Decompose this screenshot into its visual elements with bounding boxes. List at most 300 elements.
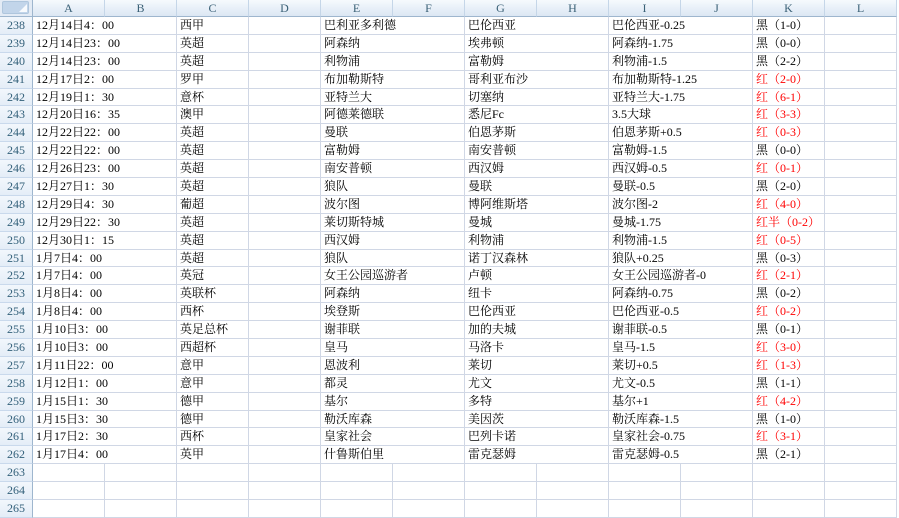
cell-date[interactable]: 1月17日2：30	[33, 428, 177, 446]
cell-empty-d[interactable]	[249, 232, 321, 250]
cell-result[interactable]: 黑（1-1）	[753, 375, 825, 393]
cell-empty-l[interactable]	[825, 214, 897, 232]
cell-home-team[interactable]: 皇马	[321, 339, 465, 357]
cell-date[interactable]: 12月29日22：30	[33, 214, 177, 232]
cell-result[interactable]: 黑（2-1）	[753, 446, 825, 464]
cell-empty[interactable]	[177, 500, 249, 518]
cell-away-team[interactable]: 巴伦西亚	[465, 303, 609, 321]
cell-date[interactable]: 12月22日22：00	[33, 142, 177, 160]
cell-away-team[interactable]: 纽卡	[465, 285, 609, 303]
cell-home-team[interactable]: 富勒姆	[321, 142, 465, 160]
cell-result[interactable]: 红（0-5）	[753, 232, 825, 250]
table-row	[0, 214, 899, 232]
cell-date[interactable]: 1月15日3：30	[33, 411, 177, 429]
cell-away-team[interactable]: 莱切	[465, 357, 609, 375]
cell-empty-d[interactable]	[249, 375, 321, 393]
cell-result[interactable]: 红（3-3）	[753, 106, 825, 124]
row-header[interactable]: 239	[0, 35, 33, 53]
cell-empty[interactable]	[33, 464, 105, 482]
cell-away-team[interactable]: 马洛卡	[465, 339, 609, 357]
cell-league[interactable]: 英超	[177, 35, 249, 53]
cell-date[interactable]: 12月14日4：00	[33, 17, 177, 35]
cell-empty[interactable]	[465, 464, 537, 482]
cell-empty-l[interactable]	[825, 106, 897, 124]
cell-home-team[interactable]: 女王公园巡游者	[321, 267, 465, 285]
cell-empty-d[interactable]	[249, 267, 321, 285]
cell-handicap-line[interactable]: 狼队+0.25	[609, 250, 753, 268]
cell-away-team[interactable]: 切塞纳	[465, 89, 609, 107]
cell-empty-l[interactable]	[825, 339, 897, 357]
cell-empty-d[interactable]	[249, 106, 321, 124]
cell-empty-d[interactable]	[249, 428, 321, 446]
cell-empty-l[interactable]	[825, 71, 897, 89]
cell-empty[interactable]	[249, 482, 321, 500]
cell-away-team[interactable]: 利物浦	[465, 232, 609, 250]
row-header[interactable]: 244	[0, 124, 33, 142]
column-header-c[interactable]: C	[177, 0, 249, 17]
row-header[interactable]: 263	[0, 464, 33, 482]
cell-league[interactable]: 英联杯	[177, 285, 249, 303]
column-header-a[interactable]: A	[33, 0, 105, 17]
row-header[interactable]: 245	[0, 142, 33, 160]
cell-date[interactable]: 12月14日23：00	[33, 53, 177, 71]
cell-empty-d[interactable]	[249, 446, 321, 464]
cell-home-team[interactable]: 狼队	[321, 250, 465, 268]
cell-date[interactable]: 12月19日1：30	[33, 89, 177, 107]
cell-home-team[interactable]: 皇家社会	[321, 428, 465, 446]
cell-league[interactable]: 澳甲	[177, 106, 249, 124]
cell-date[interactable]: 1月10日3：00	[33, 339, 177, 357]
cell-league[interactable]: 西超杯	[177, 339, 249, 357]
table-row	[0, 285, 899, 303]
cell-result[interactable]: 红（1-3）	[753, 357, 825, 375]
select-all-corner[interactable]	[0, 0, 33, 17]
cell-home-team[interactable]: 布加勒斯特	[321, 71, 465, 89]
cell-result[interactable]: 黑（1-0）	[753, 411, 825, 429]
cell-empty[interactable]	[537, 464, 609, 482]
column-header-f[interactable]: F	[393, 0, 465, 17]
cell-handicap-line[interactable]: 阿森纳-0.75	[609, 285, 753, 303]
row-header[interactable]: 238	[0, 17, 33, 35]
cell-home-team[interactable]: 亚特兰大	[321, 89, 465, 107]
cell-empty-l[interactable]	[825, 411, 897, 429]
cell-empty[interactable]	[33, 482, 105, 500]
column-header-j[interactable]: J	[681, 0, 753, 17]
cell-empty-l[interactable]	[825, 124, 897, 142]
cell-empty-l[interactable]	[825, 160, 897, 178]
cell-empty-d[interactable]	[249, 124, 321, 142]
cell-league[interactable]: 西杯	[177, 303, 249, 321]
cell-empty-l[interactable]	[825, 375, 897, 393]
cell-result[interactable]: 黑（1-0）	[753, 17, 825, 35]
cell-away-team[interactable]: 诺丁汉森林	[465, 250, 609, 268]
cell-empty-d[interactable]	[249, 35, 321, 53]
cell-handicap-line[interactable]: 伯恩茅斯+0.5	[609, 124, 753, 142]
table-row	[0, 89, 899, 107]
cell-empty-d[interactable]	[249, 303, 321, 321]
cell-empty-l[interactable]	[825, 178, 897, 196]
cell-date[interactable]: 1月7日4：00	[33, 250, 177, 268]
cell-date[interactable]: 1月17日4：00	[33, 446, 177, 464]
row-header[interactable]: 243	[0, 106, 33, 124]
cell-empty[interactable]	[465, 482, 537, 500]
cell-empty-d[interactable]	[249, 89, 321, 107]
cell-empty[interactable]	[177, 482, 249, 500]
table-row	[0, 232, 899, 250]
cell-empty[interactable]	[825, 482, 897, 500]
cell-date[interactable]: 1月12日1：00	[33, 375, 177, 393]
cell-empty-l[interactable]	[825, 321, 897, 339]
cell-empty-d[interactable]	[249, 196, 321, 214]
cell-empty-d[interactable]	[249, 357, 321, 375]
cell-away-team[interactable]: 多特	[465, 393, 609, 411]
cell-date[interactable]: 12月27日1：30	[33, 178, 177, 196]
cell-league[interactable]: 英超	[177, 250, 249, 268]
cell-result[interactable]: 红（3-1）	[753, 428, 825, 446]
cell-result[interactable]: 黑（0-0）	[753, 142, 825, 160]
cell-result[interactable]: 红（4-2）	[753, 393, 825, 411]
row-header[interactable]: 250	[0, 232, 33, 250]
cell-date[interactable]: 1月10日3：00	[33, 321, 177, 339]
cell-handicap-line[interactable]: 雷克瑟姆-0.5	[609, 446, 753, 464]
cell-handicap-line[interactable]: 阿森纳-1.75	[609, 35, 753, 53]
cell-away-team[interactable]: 巴列卡诺	[465, 428, 609, 446]
cell-result[interactable]: 黑（0-2）	[753, 285, 825, 303]
cell-empty[interactable]	[753, 464, 825, 482]
cell-handicap-line[interactable]: 亚特兰大-1.75	[609, 89, 753, 107]
cell-away-team[interactable]: 埃弗顿	[465, 35, 609, 53]
cell-empty[interactable]	[393, 482, 465, 500]
cell-league[interactable]: 英超	[177, 142, 249, 160]
cell-date[interactable]: 1月7日4：00	[33, 267, 177, 285]
cell-away-team[interactable]: 美因茨	[465, 411, 609, 429]
cell-date[interactable]: 1月15日1：30	[33, 393, 177, 411]
cell-empty-d[interactable]	[249, 339, 321, 357]
cell-league[interactable]: 英足总杯	[177, 321, 249, 339]
cell-home-team[interactable]: 阿森纳	[321, 285, 465, 303]
cell-league[interactable]: 意甲	[177, 357, 249, 375]
cell-empty[interactable]	[825, 464, 897, 482]
cell-date[interactable]: 12月20日16：35	[33, 106, 177, 124]
table-row	[0, 106, 899, 124]
cell-result[interactable]: 红（3-0）	[753, 339, 825, 357]
row-header[interactable]: 249	[0, 214, 33, 232]
cell-away-team[interactable]: 加的夫城	[465, 321, 609, 339]
column-header-row	[0, 0, 899, 17]
cell-result[interactable]: 红（2-0）	[753, 71, 825, 89]
cell-empty[interactable]	[393, 464, 465, 482]
cell-result[interactable]: 红（2-1）	[753, 267, 825, 285]
row-header[interactable]: 246	[0, 160, 33, 178]
table-row	[0, 17, 899, 35]
cell-empty[interactable]	[753, 500, 825, 518]
cell-result[interactable]: 黑（0-3）	[753, 250, 825, 268]
cell-empty-l[interactable]	[825, 232, 897, 250]
cell-handicap-line[interactable]: 尤文-0.5	[609, 375, 753, 393]
column-header-l[interactable]: L	[825, 0, 897, 17]
cell-empty-d[interactable]	[249, 321, 321, 339]
cell-date[interactable]: 12月17日2：00	[33, 71, 177, 89]
cell-away-team[interactable]: 伯恩茅斯	[465, 124, 609, 142]
cell-empty-l[interactable]	[825, 393, 897, 411]
cell-empty[interactable]	[537, 482, 609, 500]
select-all-triangle-icon	[19, 4, 27, 12]
cell-home-team[interactable]: 什鲁斯伯里	[321, 446, 465, 464]
cell-home-team[interactable]: 利物浦	[321, 53, 465, 71]
cell-empty-d[interactable]	[249, 393, 321, 411]
cell-home-team[interactable]: 阿森纳	[321, 35, 465, 53]
row-header[interactable]: 265	[0, 500, 33, 518]
cell-empty[interactable]	[609, 464, 681, 482]
row-header[interactable]: 248	[0, 196, 33, 214]
table-row	[0, 53, 899, 71]
cell-away-team[interactable]: 悉尼Fc	[465, 106, 609, 124]
cell-handicap-line[interactable]: 富勒姆-1.5	[609, 142, 753, 160]
cell-date[interactable]: 1月8日4：00	[33, 303, 177, 321]
cell-away-team[interactable]: 尤文	[465, 375, 609, 393]
cell-handicap-line[interactable]: 西汉姆-0.5	[609, 160, 753, 178]
cell-empty[interactable]	[321, 464, 393, 482]
cell-handicap-line[interactable]: 布加勒斯特-1.25	[609, 71, 753, 89]
cell-date[interactable]: 12月22日22：00	[33, 124, 177, 142]
row-header[interactable]: 253	[0, 285, 33, 303]
cell-league[interactable]: 英超	[177, 214, 249, 232]
cell-league[interactable]: 德甲	[177, 393, 249, 411]
cell-home-team[interactable]: 巴利亚多利德	[321, 17, 465, 35]
cell-empty[interactable]	[537, 500, 609, 518]
cell-date[interactable]: 1月11日22：00	[33, 357, 177, 375]
cell-league[interactable]: 英超	[177, 178, 249, 196]
cell-empty-l[interactable]	[825, 250, 897, 268]
cell-empty-d[interactable]	[249, 71, 321, 89]
table-row	[0, 267, 899, 285]
cell-empty[interactable]	[609, 500, 681, 518]
cell-league[interactable]: 意杯	[177, 89, 249, 107]
table-row-empty	[0, 464, 899, 482]
cell-empty-l[interactable]	[825, 267, 897, 285]
row-header[interactable]: 262	[0, 446, 33, 464]
cell-empty[interactable]	[105, 464, 177, 482]
cell-empty-d[interactable]	[249, 53, 321, 71]
row-header[interactable]: 255	[0, 321, 33, 339]
column-header-h[interactable]: H	[537, 0, 609, 17]
cell-empty[interactable]	[753, 482, 825, 500]
cell-league[interactable]: 西甲	[177, 17, 249, 35]
table-row	[0, 178, 899, 196]
cell-handicap-line[interactable]: 莱切+0.5	[609, 357, 753, 375]
cell-empty[interactable]	[105, 500, 177, 518]
row-header[interactable]: 257	[0, 357, 33, 375]
row-header[interactable]: 241	[0, 71, 33, 89]
table-row-empty	[0, 482, 899, 500]
table-row	[0, 303, 899, 321]
row-header[interactable]: 264	[0, 482, 33, 500]
row-header[interactable]: 251	[0, 250, 33, 268]
cell-away-team[interactable]: 曼联	[465, 178, 609, 196]
cell-result[interactable]: 红（0-3）	[753, 124, 825, 142]
cell-away-team[interactable]: 南安普顿	[465, 142, 609, 160]
row-header[interactable]: 260	[0, 411, 33, 429]
cell-handicap-line[interactable]: 利物浦-1.5	[609, 232, 753, 250]
column-header-d[interactable]: D	[249, 0, 321, 17]
cell-empty-l[interactable]	[825, 17, 897, 35]
cell-away-team[interactable]: 雷克瑟姆	[465, 446, 609, 464]
cell-league[interactable]: 英冠	[177, 267, 249, 285]
row-header[interactable]: 261	[0, 428, 33, 446]
cell-result[interactable]: 黑（0-0）	[753, 35, 825, 53]
cell-handicap-line[interactable]: 基尔+1	[609, 393, 753, 411]
cell-handicap-line[interactable]: 巴伦西亚-0.5	[609, 303, 753, 321]
column-header-k[interactable]: K	[753, 0, 825, 17]
cell-handicap-line[interactable]: 波尔图-2	[609, 196, 753, 214]
cell-handicap-line[interactable]: 曼城-1.75	[609, 214, 753, 232]
cell-date[interactable]: 12月29日4：30	[33, 196, 177, 214]
cell-empty[interactable]	[249, 500, 321, 518]
cell-home-team[interactable]: 波尔图	[321, 196, 465, 214]
cell-league[interactable]: 西杯	[177, 428, 249, 446]
cell-empty-l[interactable]	[825, 428, 897, 446]
cell-empty[interactable]	[33, 500, 105, 518]
cell-away-team[interactable]: 哥利亚布沙	[465, 71, 609, 89]
row-header[interactable]: 258	[0, 375, 33, 393]
cell-empty[interactable]	[177, 464, 249, 482]
cell-handicap-line[interactable]: 3.5大球	[609, 106, 753, 124]
cell-empty-d[interactable]	[249, 160, 321, 178]
table-row	[0, 250, 899, 268]
cell-handicap-line[interactable]: 皇马-1.5	[609, 339, 753, 357]
select-all-button[interactable]	[2, 1, 29, 14]
cell-result[interactable]: 黑（2-0）	[753, 178, 825, 196]
cell-handicap-line[interactable]: 女王公园巡游者-0	[609, 267, 753, 285]
cell-empty[interactable]	[465, 500, 537, 518]
cell-away-team[interactable]: 巴伦西亚	[465, 17, 609, 35]
cell-empty-l[interactable]	[825, 89, 897, 107]
cell-league[interactable]: 英甲	[177, 446, 249, 464]
cell-league[interactable]: 葡超	[177, 196, 249, 214]
cell-handicap-line[interactable]: 谢菲联-0.5	[609, 321, 753, 339]
cell-home-team[interactable]: 恩波利	[321, 357, 465, 375]
cell-empty[interactable]	[681, 482, 753, 500]
cell-empty[interactable]	[825, 500, 897, 518]
cell-league[interactable]: 罗甲	[177, 71, 249, 89]
cell-empty-l[interactable]	[825, 53, 897, 71]
cell-empty-l[interactable]	[825, 196, 897, 214]
cell-league[interactable]: 英超	[177, 160, 249, 178]
cell-empty[interactable]	[321, 482, 393, 500]
cell-empty-l[interactable]	[825, 357, 897, 375]
table-row	[0, 142, 899, 160]
cell-empty-l[interactable]	[825, 446, 897, 464]
cell-date[interactable]: 12月26日23：00	[33, 160, 177, 178]
cell-league[interactable]: 意甲	[177, 375, 249, 393]
table-row	[0, 321, 899, 339]
cell-empty-d[interactable]	[249, 214, 321, 232]
cell-home-team[interactable]: 曼联	[321, 124, 465, 142]
cell-result[interactable]: 红（6-1）	[753, 89, 825, 107]
cell-empty-l[interactable]	[825, 285, 897, 303]
cell-handicap-line[interactable]: 勒沃库森-1.5	[609, 411, 753, 429]
cell-empty-d[interactable]	[249, 250, 321, 268]
column-header-b[interactable]: B	[105, 0, 177, 17]
cell-league[interactable]: 英超	[177, 232, 249, 250]
cell-empty[interactable]	[393, 500, 465, 518]
cell-empty-d[interactable]	[249, 142, 321, 160]
cell-home-team[interactable]: 西汉姆	[321, 232, 465, 250]
cell-empty-l[interactable]	[825, 142, 897, 160]
cell-result[interactable]: 红半（0-2）	[753, 214, 825, 232]
row-header[interactable]: 256	[0, 339, 33, 357]
cell-empty-d[interactable]	[249, 285, 321, 303]
row-header[interactable]: 259	[0, 393, 33, 411]
row-header[interactable]: 240	[0, 53, 33, 71]
cell-empty-d[interactable]	[249, 411, 321, 429]
cell-empty[interactable]	[105, 482, 177, 500]
cell-home-team[interactable]: 莱切斯特城	[321, 214, 465, 232]
cell-empty-l[interactable]	[825, 303, 897, 321]
cell-empty[interactable]	[681, 500, 753, 518]
cell-home-team[interactable]: 狼队	[321, 178, 465, 196]
column-header-e[interactable]: E	[321, 0, 393, 17]
cell-date[interactable]: 1月8日4：00	[33, 285, 177, 303]
cell-result[interactable]: 红（0-1）	[753, 160, 825, 178]
cell-handicap-line[interactable]: 曼联-0.5	[609, 178, 753, 196]
cell-empty[interactable]	[609, 482, 681, 500]
cell-away-team[interactable]: 西汉姆	[465, 160, 609, 178]
row-header[interactable]: 252	[0, 267, 33, 285]
cell-away-team[interactable]: 卢顿	[465, 267, 609, 285]
row-header[interactable]: 247	[0, 178, 33, 196]
cell-handicap-line[interactable]: 皇家社会-0.75	[609, 428, 753, 446]
cell-empty[interactable]	[681, 464, 753, 482]
table-row	[0, 160, 899, 178]
cell-result[interactable]: 红（4-0）	[753, 196, 825, 214]
cell-league[interactable]: 英超	[177, 124, 249, 142]
cell-empty[interactable]	[321, 500, 393, 518]
cell-away-team[interactable]: 曼城	[465, 214, 609, 232]
cell-date[interactable]: 12月30日1：15	[33, 232, 177, 250]
table-row	[0, 339, 899, 357]
cell-empty[interactable]	[249, 464, 321, 482]
column-header-i[interactable]: I	[609, 0, 681, 17]
cell-empty-d[interactable]	[249, 178, 321, 196]
row-header[interactable]: 254	[0, 303, 33, 321]
cell-home-team[interactable]: 都灵	[321, 375, 465, 393]
cell-empty-d[interactable]	[249, 17, 321, 35]
cell-home-team[interactable]: 阿德莱德联	[321, 106, 465, 124]
cell-result[interactable]: 红（0-2）	[753, 303, 825, 321]
table-row	[0, 71, 899, 89]
cell-away-team[interactable]: 博阿维斯塔	[465, 196, 609, 214]
cell-home-team[interactable]: 埃登斯	[321, 303, 465, 321]
cell-away-team[interactable]: 富勒姆	[465, 53, 609, 71]
cell-league[interactable]: 德甲	[177, 411, 249, 429]
table-row	[0, 35, 899, 53]
cell-handicap-line[interactable]: 利物浦-1.5	[609, 53, 753, 71]
table-row-empty	[0, 500, 899, 518]
row-header[interactable]: 242	[0, 89, 33, 107]
cell-result[interactable]: 黑（2-2）	[753, 53, 825, 71]
cell-home-team[interactable]: 谢菲联	[321, 321, 465, 339]
cell-home-team[interactable]: 南安普顿	[321, 160, 465, 178]
cell-home-team[interactable]: 勒沃库森	[321, 411, 465, 429]
cell-date[interactable]: 12月14日23：00	[33, 35, 177, 53]
cell-home-team[interactable]: 基尔	[321, 393, 465, 411]
cell-result[interactable]: 黑（0-1）	[753, 321, 825, 339]
column-header-g[interactable]: G	[465, 0, 537, 17]
cell-league[interactable]: 英超	[177, 53, 249, 71]
cell-handicap-line[interactable]: 巴伦西亚-0.25	[609, 17, 753, 35]
cell-empty-l[interactable]	[825, 35, 897, 53]
